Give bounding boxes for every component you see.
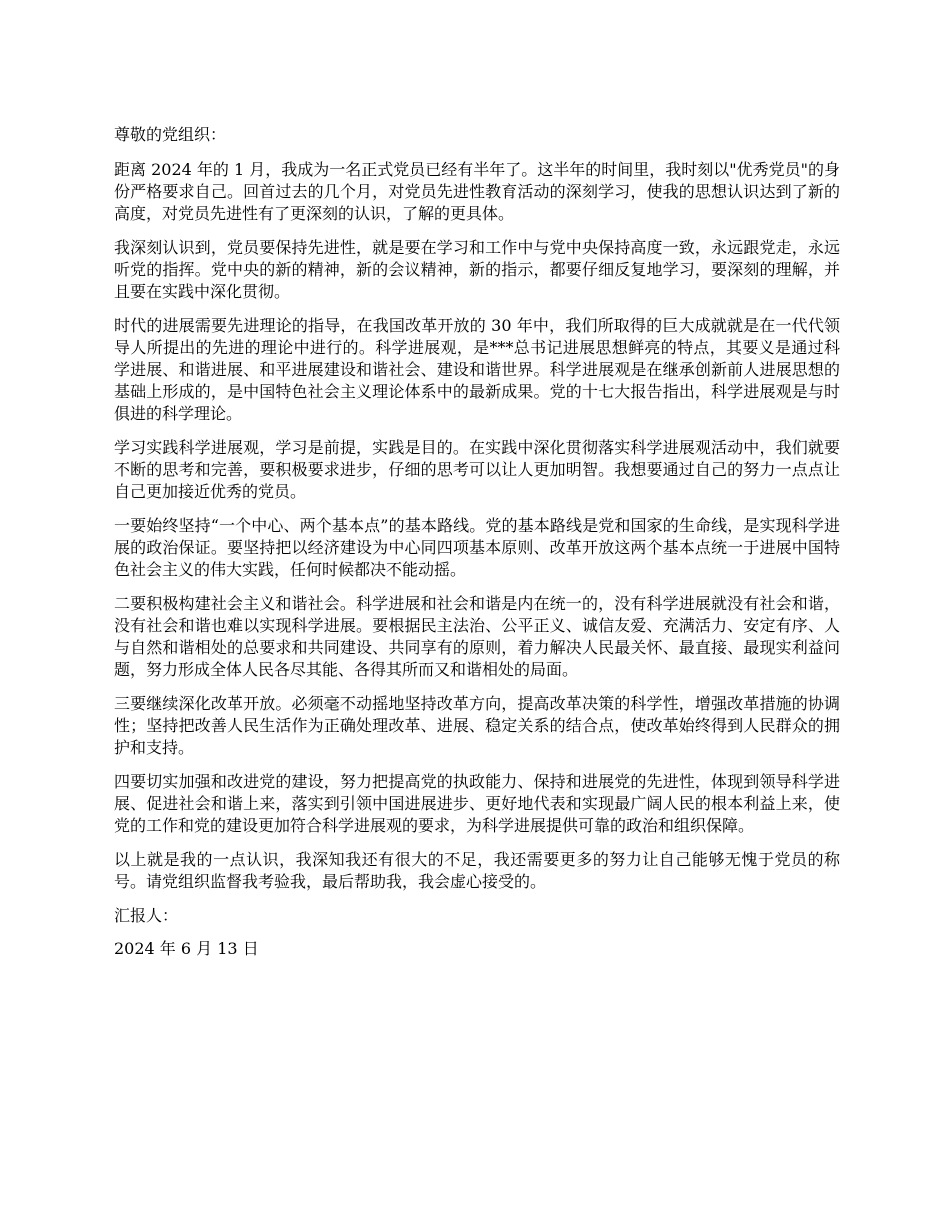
date-line: 2024 年 6 月 13 日 (114, 939, 259, 958)
paragraph: 距离 2024 年的 1 月，我成为一名正式党员已经有半年了。这半年的时间里，我时刻以"优秀党员"的身份严格要求自己。回首过去的几个月，对党员先进性教育活动的深刻学习，使我的思想认识达到了新的高度，对党员先进性有了更深刻的认识，了解的更具体。 (114, 160, 840, 223)
paragraph: 二要积极构建社会主义和谐社会。科学进展和社会和谐是内在统一的，没有科学进展就没有社会和谐，没有社会和谐也难以实现科学进展。要根据民主法治、公平正义、诚信友爱、充满活力、安定有序、人与自然和谐相处的总要求和共同建设、共同享有的原则，着力解决人民最关怀、最直接、最现实利益问题，努力形成全体人民各尽其能、各得其所而又和谐相处的局面。 (114, 594, 840, 679)
paragraph: 以上就是我的一点认识，我深知我还有很大的不足，我还需要更多的努力让自己能够无愧于党员的称号。请党组织监督我考验我，最后帮助我，我会虚心接受的。 (114, 850, 840, 891)
paragraph: 我深刻认识到，党员要保持先进性，就是要在学习和工作中与党中央保持高度一致，永远跟党走，永远听党的指挥。党中央的新的精神，新的会议精神，新的指示，都要仔细反复地学习，要深刻的理解，并且要在实践中深化贯彻。 (114, 238, 840, 301)
paragraph: 三要继续深化改革开放。必须毫不动摇地坚持改革方向，提高改革决策的科学性，增强改革措施的协调性；坚持把改善人民生活作为正确处理改革、进展、稳定关系的结合点，使改革始终得到人民群众的拥护和支持。 (114, 694, 840, 757)
signature-line: 汇报人： (114, 906, 179, 925)
document-page (114, 124, 840, 960)
paragraph: 一要始终坚持“一个中心、两个基本点”的基本路线。党的基本路线是党和国家的生命线，是实现科学进展的政治保证。要坚持把以经济建设为中心同四项基本原则、改革开放这两个基本点统一于进展中国特色社会主义的伟大实践，任何时候都决不能动摇。 (114, 516, 840, 579)
paragraph: 时代的进展需要先进理论的指导，在我国改革开放的 30 年中，我们所取得的巨大成就就是在一代代领导人所提出的先进的理论中进行的。科学进展观，是***总书记进展思想鲜亮的特点，其要义是通过科学进展、和谐进展、和平进展建设和谐社会、建设和谐世界。科学进展观是在继承创新前人进展思想的基础上形成的，是中国特色社会主义理论体系中的最新成果。党的十七大报告指出，科学进展观是与时俱进的科学理论。 (114, 316, 840, 423)
salutation: 尊敬的党组织： (114, 125, 227, 144)
paragraph: 四要切实加强和改进党的建设，努力把提高党的执政能力、保持和进展党的先进性，体现到领导科学进展、促进社会和谐上来，落实到引领中国进展进步、更好地代表和实现最广阔人民的根本利益上来，使党的工作和党的建设更加符合科学进展观的要求，为科学进展提供可靠的政治和组织保障。 (114, 772, 840, 835)
paragraph: 学习实践科学进展观，学习是前提，实践是目的。在实践中深化贯彻落实科学进展观活动中，我们就要不断的思考和完善，要积极要求进步，仔细的思考可以让人更加明智。我想要通过自己的努力一点点让自己更加接近优秀的党员。 (114, 438, 840, 501)
